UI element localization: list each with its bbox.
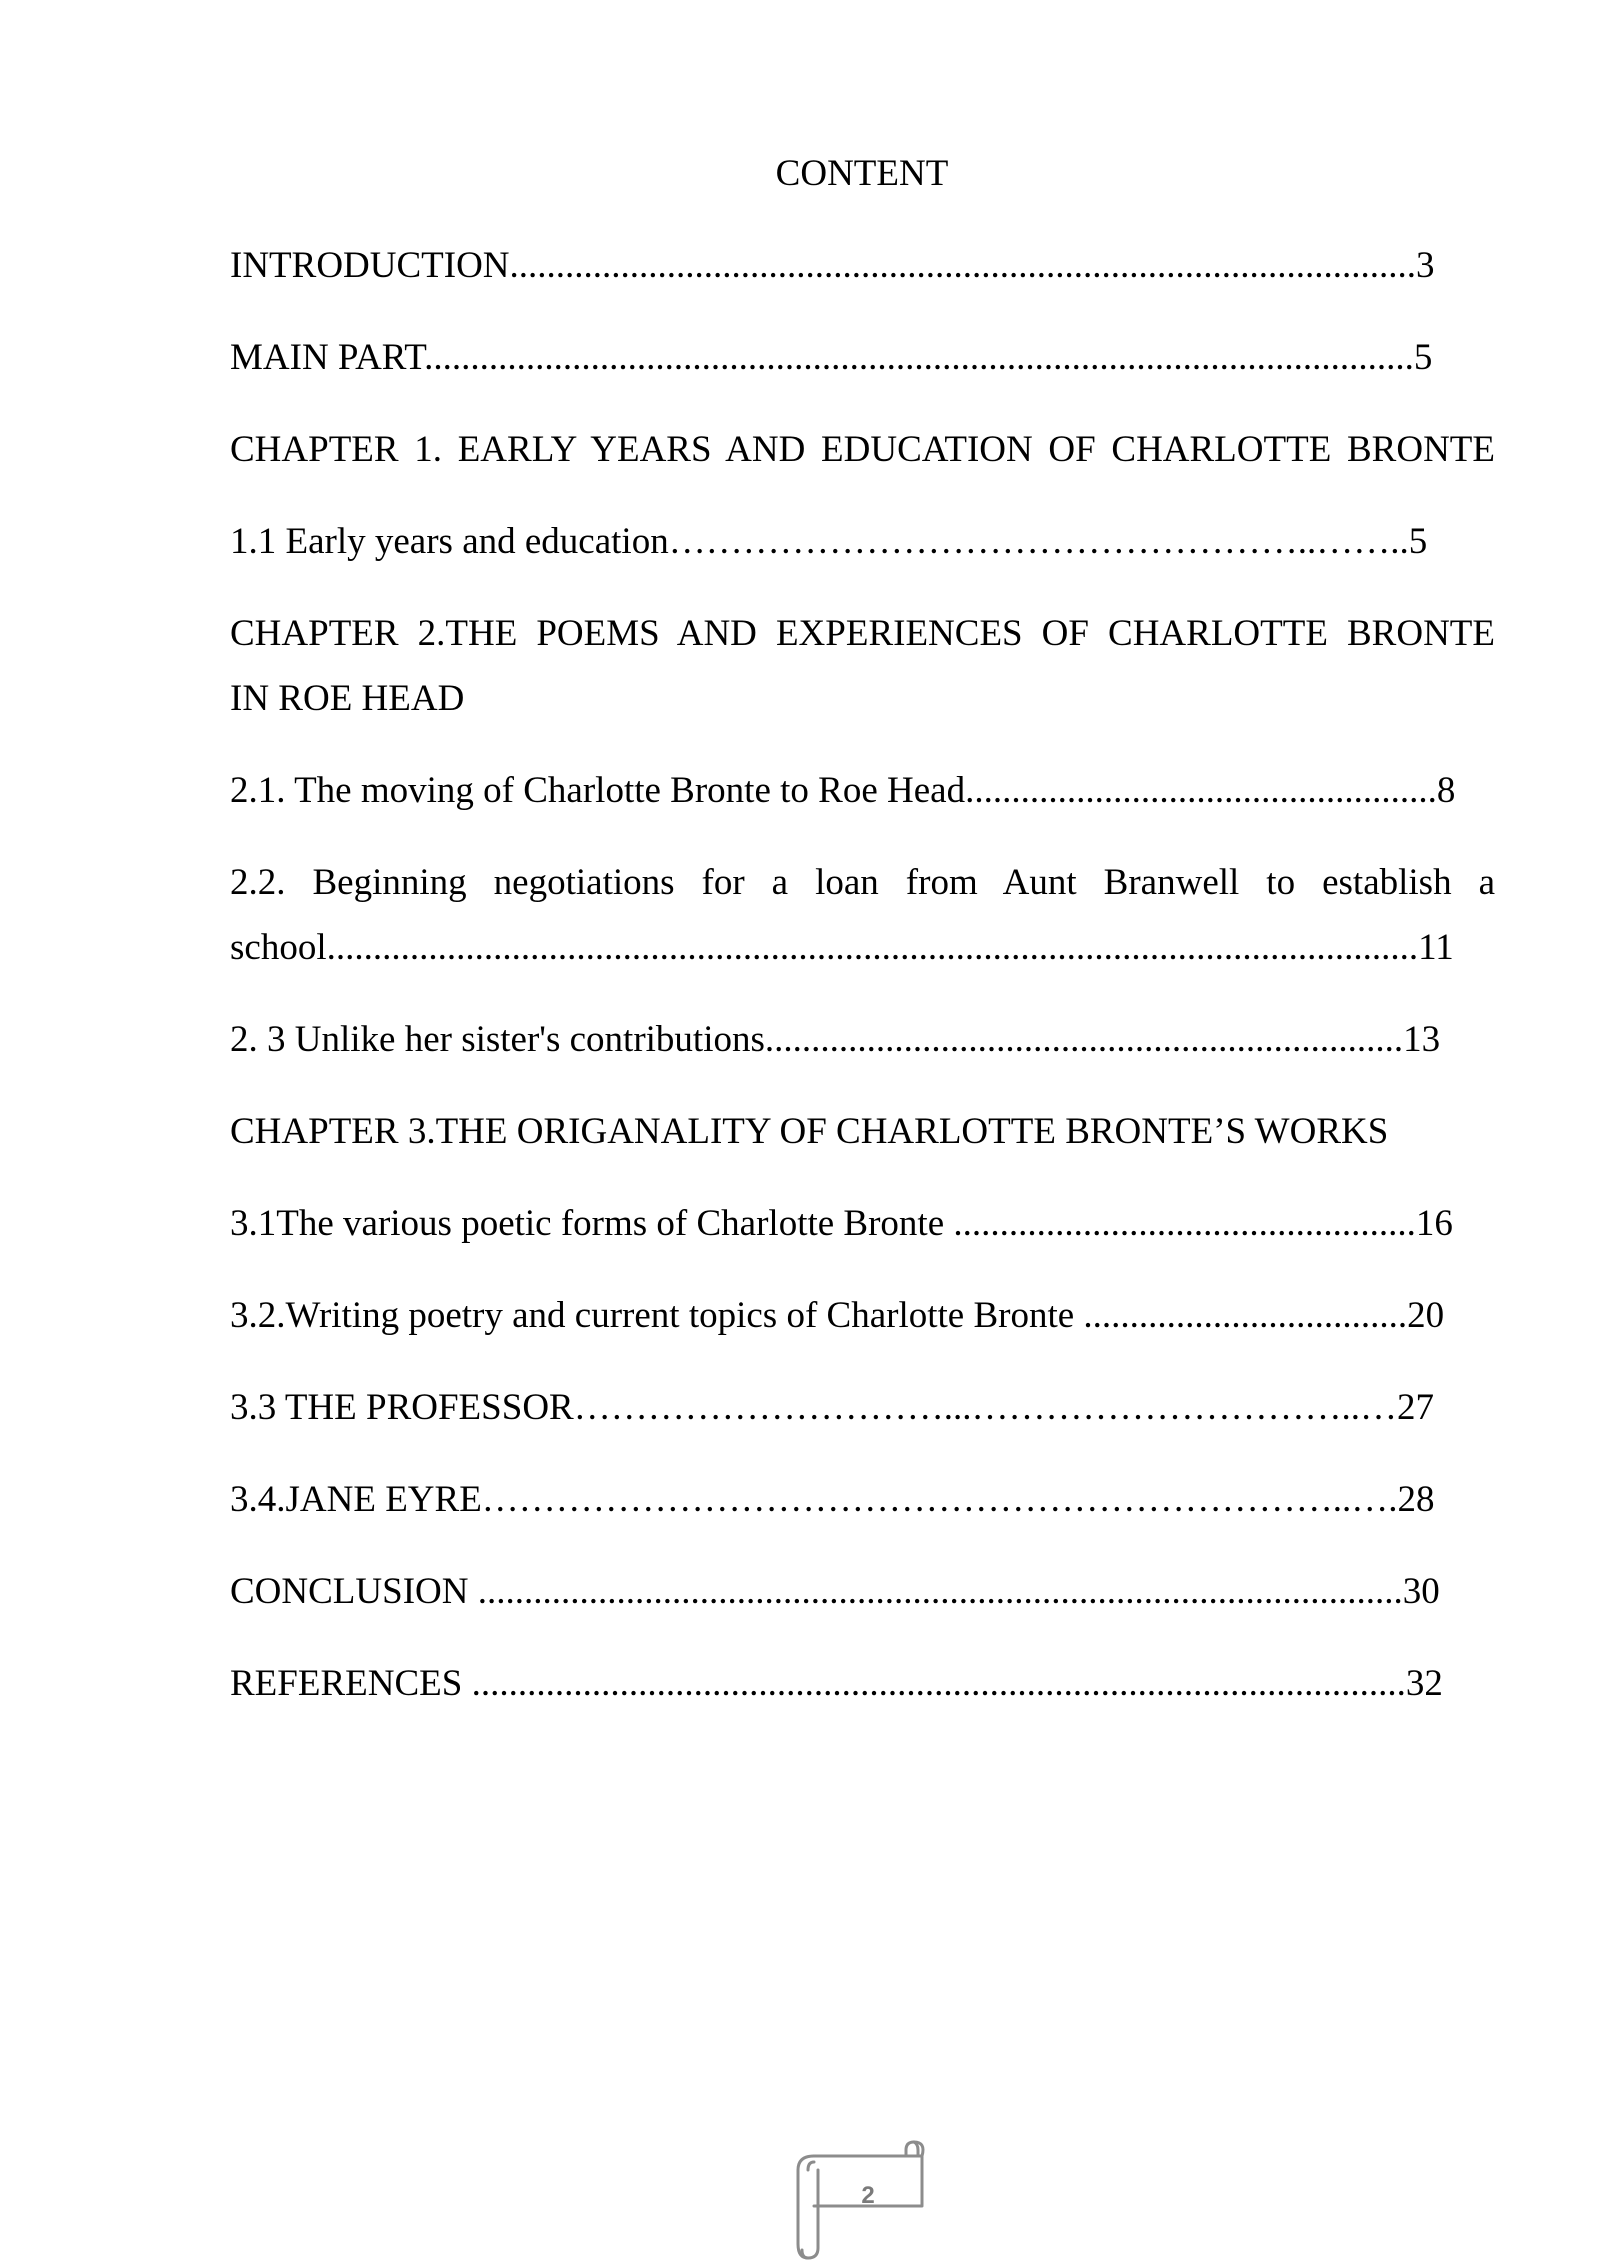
toc-entry-2-3: 2. 3 Unlike her sister's contributions.....................................................................13 bbox=[230, 1019, 1441, 1060]
toc-entry-3-3: 3.3 THE PROFESSOR…………………………...…………………………..…27 bbox=[230, 1387, 1434, 1428]
toc-entry-references: REFERENCES .....................................................................................................32 bbox=[230, 1663, 1443, 1704]
toc-entry-conclusion: CONCLUSION ....................................................................................................30 bbox=[230, 1571, 1440, 1612]
toc-entry-introduction: INTRODUCTION..................................................................................................3 bbox=[230, 245, 1435, 286]
toc-entry-3-1: 3.1The various poetic forms of Charlotte Bronte ..................................................16 bbox=[230, 1203, 1453, 1244]
toc-entry-chapter-1: CHAPTER 1. EARLY YEARS AND EDUCATION OF CHARLOTTE BRONTE bbox=[230, 429, 1495, 470]
toc-entry-main-part: MAIN PART...........................................................................................................5 bbox=[230, 337, 1433, 378]
toc-entry-chapter-3: CHAPTER 3.THE ORIGANALITY OF CHARLOTTE BRONTE’S WORKS bbox=[230, 1111, 1389, 1152]
toc-entry-2-1: 2.1. The moving of Charlotte Bronte to Roe Head...................................................8 bbox=[230, 770, 1456, 811]
toc-entry-3-4: 3.4.JANE EYRE……………………………………………………………..….28 bbox=[230, 1479, 1435, 1520]
toc-entry-chapter-2-cont: IN ROE HEAD bbox=[230, 678, 465, 719]
page-title: CONTENT bbox=[775, 153, 949, 194]
toc-entry-chapter-2: CHAPTER 2.THE POEMS AND EXPERIENCES OF CHARLOTTE BRONTE bbox=[230, 613, 1495, 654]
toc-entry-1-1: 1.1 Early years and education……………………………………………..……..5 bbox=[230, 521, 1428, 562]
toc-entry-2-2-cont: school......................................................................................................................11 bbox=[230, 927, 1454, 968]
page-number: 2 bbox=[861, 2182, 875, 2209]
toc-entry-3-2: 3.2.Writing poetry and current topics of Charlotte Bronte ...................................20 bbox=[230, 1295, 1445, 1336]
toc-entry-2-2: 2.2. Beginning negotiations for a loan from Aunt Branwell to establish a bbox=[230, 862, 1495, 903]
